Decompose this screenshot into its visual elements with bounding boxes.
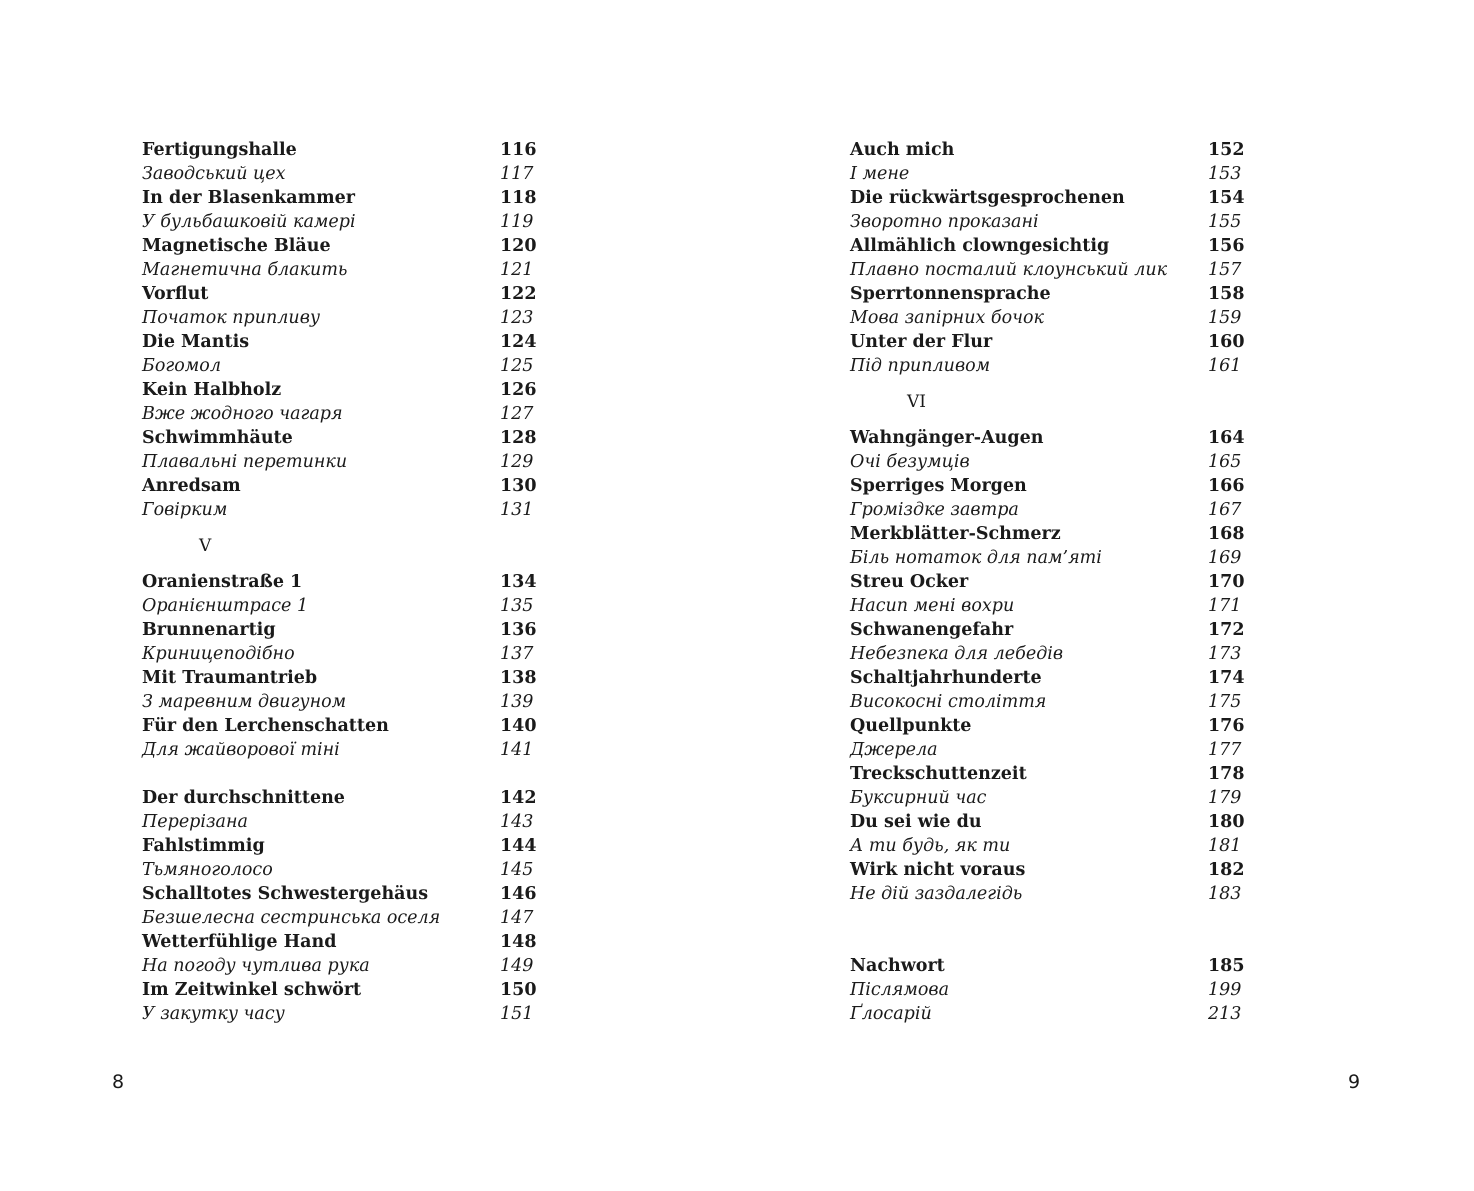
toc-entry-page: 121 <box>500 260 534 280</box>
toc-entry-page: 185 <box>1208 956 1245 976</box>
toc-entry <box>142 282 562 306</box>
toc-entry-title: Magnetische Bläue <box>142 236 331 256</box>
toc-entry <box>850 354 1270 378</box>
toc-entry <box>142 858 562 882</box>
toc-entry-page: 180 <box>1208 812 1245 832</box>
toc-entry-title: Oranienstraße 1 <box>142 572 303 592</box>
toc-entry <box>850 546 1270 570</box>
toc-entry-title: Насип мені вохри <box>850 596 1015 616</box>
toc-entry <box>850 186 1270 210</box>
toc-entry-page: 178 <box>1208 764 1245 784</box>
toc-entry <box>142 186 562 210</box>
toc-entry-title: Treckschuttenzeit <box>850 764 1027 784</box>
toc-entry-page: 170 <box>1208 572 1245 592</box>
toc-entry-title: Im Zeitwinkel schwört <box>142 980 362 1000</box>
toc-entry-page: 160 <box>1208 332 1245 352</box>
toc-entry <box>142 138 562 162</box>
toc-entry-title: Die rückwärtsgesprochenen <box>850 188 1125 208</box>
toc-entry-title: Fertigungshalle <box>142 140 297 160</box>
toc-entry-page: 182 <box>1208 860 1245 880</box>
toc-entry-title: Streu Ocker <box>850 572 969 592</box>
toc-entry-page: 157 <box>1208 260 1242 280</box>
toc-entry <box>850 450 1270 474</box>
toc-entry-title: Оранієнштрасе 1 <box>142 596 309 616</box>
toc-entry-page: 151 <box>500 1004 534 1024</box>
toc-entry-page: 156 <box>1208 236 1245 256</box>
toc-entry-page: 120 <box>500 236 537 256</box>
toc-entry-title: Буксирний час <box>850 788 987 808</box>
toc-entry <box>142 738 562 762</box>
toc-entry-title: Fahlstimmig <box>142 836 265 856</box>
toc-entry-page: 130 <box>500 476 537 496</box>
toc-entry-page: 141 <box>500 740 534 760</box>
toc-entry-title: Anredsam <box>142 476 241 496</box>
toc-entry-page: 147 <box>500 908 534 928</box>
toc-entry-page: 117 <box>500 164 534 184</box>
toc-entry-title: Unter der Flur <box>850 332 993 352</box>
toc-entry-page: 142 <box>500 788 537 808</box>
toc-entry-title: Мова запірних бочок <box>850 308 1045 328</box>
toc-entry-page: 179 <box>1208 788 1242 808</box>
toc-entry-page: 176 <box>1208 716 1245 736</box>
toc-entry <box>850 690 1270 714</box>
section-heading: VI <box>907 392 926 412</box>
toc-entry <box>850 810 1270 834</box>
toc-entry <box>142 882 562 906</box>
toc-entry-page: 165 <box>1208 452 1242 472</box>
toc-entry <box>142 618 562 642</box>
toc-entry-title: Für den Lerchenschatten <box>142 716 389 736</box>
toc-entry-title: Небезпека для лебедів <box>850 644 1064 664</box>
toc-entry-title: Високосні століття <box>850 692 1047 712</box>
toc-entry-title: Криницеподібно <box>142 644 295 664</box>
toc-group <box>850 426 1270 906</box>
toc-entry-page: 174 <box>1208 668 1245 688</box>
toc-entry-page: 152 <box>1208 140 1245 160</box>
toc-entry <box>850 858 1270 882</box>
toc-entry <box>142 426 562 450</box>
toc-entry-title: Der durchschnittene <box>142 788 345 808</box>
page-number-right: 9 <box>1348 1071 1361 1093</box>
toc-entry-page: 131 <box>500 500 534 520</box>
toc-entry-page: 122 <box>500 284 537 304</box>
toc-entry <box>142 162 562 186</box>
toc-entry <box>142 906 562 930</box>
toc-entry <box>142 258 562 282</box>
toc-entry-title: Du sei wie du <box>850 812 982 832</box>
toc-entry-title: In der Blasenkammer <box>142 188 356 208</box>
toc-entry-title: Перерізана <box>142 812 248 832</box>
toc-entry-title: Auch mich <box>850 140 955 160</box>
toc-entry <box>142 930 562 954</box>
toc-entry-title: Тьмяноголосо <box>142 860 273 880</box>
toc-entry <box>850 258 1270 282</box>
spacer <box>142 762 562 786</box>
toc-entry <box>850 642 1270 666</box>
toc-entry <box>850 306 1270 330</box>
toc-entry <box>142 594 562 618</box>
toc-entry-title: Schwimmhäute <box>142 428 293 448</box>
toc-entry-page: 127 <box>500 404 534 424</box>
spacer <box>850 930 1270 954</box>
toc-group <box>850 138 1270 378</box>
toc-entry-page: 124 <box>500 332 537 352</box>
toc-entry <box>142 1002 562 1026</box>
toc-entry-title: Merkblätter-Schmerz <box>850 524 1061 544</box>
toc-entry <box>850 978 1270 1002</box>
toc-entry-title: Очі безумців <box>850 452 970 472</box>
toc-entry-title: Заводський цех <box>142 164 286 184</box>
toc-entry-title: Sperrtonnensprache <box>850 284 1051 304</box>
toc-entry-title: Для жайворової тіні <box>142 740 340 760</box>
toc-entry-page: 167 <box>1208 500 1242 520</box>
toc-entry <box>850 234 1270 258</box>
toc-entry-title: Wahngänger-Augen <box>850 428 1044 448</box>
toc-entry-page: 128 <box>500 428 537 448</box>
toc-entry-page: 139 <box>500 692 534 712</box>
toc-entry <box>850 162 1270 186</box>
toc-entry <box>142 354 562 378</box>
toc-entry-title: Schalltotes Schwestergehäus <box>142 884 429 904</box>
toc-entry-page: 146 <box>500 884 537 904</box>
toc-entry <box>850 474 1270 498</box>
toc-entry-page: 119 <box>500 212 534 232</box>
toc-entry-title: Wirk nicht voraus <box>850 860 1026 880</box>
toc-entry-page: 158 <box>1208 284 1245 304</box>
toc-entry-title: Не дій заздалегідь <box>850 884 1023 904</box>
toc-entry-title: З маревним двигуном <box>142 692 347 712</box>
toc-entry <box>142 234 562 258</box>
toc-entry-page: 118 <box>500 188 537 208</box>
toc-entry-page: 125 <box>500 356 534 376</box>
toc-entry-title: Sperriges Morgen <box>850 476 1027 496</box>
toc-entry <box>142 402 562 426</box>
toc-entry-page: 172 <box>1208 620 1245 640</box>
toc-entry-title: Ґлосарій <box>850 1004 932 1024</box>
toc-entry-page: 129 <box>500 452 534 472</box>
toc-entry <box>850 282 1270 306</box>
toc-group <box>850 954 1270 1026</box>
toc-entry-title: Початок припливу <box>142 308 321 328</box>
toc-entry-page: 173 <box>1208 644 1242 664</box>
toc-entry-title: Вже жодного чагаря <box>142 404 343 424</box>
toc-entry <box>142 330 562 354</box>
toc-entry-title: А ти будь, як ти <box>850 836 1011 856</box>
toc-entry <box>850 426 1270 450</box>
toc-entry-title: Джерела <box>850 740 938 760</box>
toc-entry-page: 183 <box>1208 884 1242 904</box>
toc-entry-page: 159 <box>1208 308 1242 328</box>
toc-entry <box>850 954 1270 978</box>
toc-entry-page: 213 <box>1208 1004 1242 1024</box>
toc-entry-title: Зворотно проказані <box>850 212 1039 232</box>
toc-entry <box>142 474 562 498</box>
toc-entry <box>850 498 1270 522</box>
toc-entry <box>142 210 562 234</box>
toc-entry-page: 166 <box>1208 476 1245 496</box>
toc-entry <box>142 498 562 522</box>
section-heading: V <box>199 536 212 556</box>
toc-entry <box>850 738 1270 762</box>
toc-entry-page: 123 <box>500 308 534 328</box>
toc-entry <box>142 786 562 810</box>
toc-entry-page: 154 <box>1208 188 1245 208</box>
page-number-left: 8 <box>112 1071 125 1093</box>
toc-entry-title: Плавно посталий клоунський лик <box>850 260 1168 280</box>
toc-entry-title: Quellpunkte <box>850 716 972 736</box>
toc-entry-page: 168 <box>1208 524 1245 544</box>
toc-entry <box>850 594 1270 618</box>
toc-entry-title: У бульбашковій камері <box>142 212 356 232</box>
toc-entry-title: Schaltjahrhunderte <box>850 668 1042 688</box>
toc-entry-page: 145 <box>500 860 534 880</box>
toc-entry <box>850 522 1270 546</box>
toc-entry-page: 177 <box>1208 740 1242 760</box>
toc-entry-title: Nachwort <box>850 956 945 976</box>
toc-entry-page: 116 <box>500 140 537 160</box>
toc-entry <box>850 834 1270 858</box>
toc-entry-page: 169 <box>1208 548 1242 568</box>
toc-entry-title: Магнетична блакить <box>142 260 348 280</box>
toc-entry-title: Brunnenartig <box>142 620 276 640</box>
toc-entry <box>142 378 562 402</box>
toc-right-column <box>850 138 1270 1026</box>
toc-entry-page: 137 <box>500 644 534 664</box>
toc-entry <box>142 570 562 594</box>
toc-entry <box>850 786 1270 810</box>
toc-group <box>142 138 562 522</box>
toc-entry <box>850 138 1270 162</box>
toc-entry-title: Wetterfühlige Hand <box>142 932 337 952</box>
toc-entry <box>142 306 562 330</box>
toc-entry-title: Богомол <box>142 356 221 376</box>
toc-entry <box>142 642 562 666</box>
toc-entry-title: Під припливом <box>850 356 991 376</box>
toc-entry <box>142 690 562 714</box>
toc-entry-page: 155 <box>1208 212 1242 232</box>
toc-entry-title: Die Mantis <box>142 332 250 352</box>
toc-entry-page: 181 <box>1208 836 1242 856</box>
toc-entry-page: 199 <box>1208 980 1242 1000</box>
toc-entry-title: Плавальні перетинки <box>142 452 348 472</box>
toc-entry-page: 135 <box>500 596 534 616</box>
toc-entry-title: І мене <box>850 164 910 184</box>
spacer <box>850 906 1270 930</box>
toc-entry <box>850 666 1270 690</box>
toc-entry-page: 144 <box>500 836 537 856</box>
toc-entry <box>850 210 1270 234</box>
toc-group <box>142 570 562 762</box>
toc-entry-page: 136 <box>500 620 537 640</box>
toc-entry <box>142 666 562 690</box>
toc-entry-page: 171 <box>1208 596 1242 616</box>
toc-entry-page: 134 <box>500 572 537 592</box>
toc-entry-page: 143 <box>500 812 534 832</box>
toc-entry-page: 164 <box>1208 428 1245 448</box>
toc-entry-page: 148 <box>500 932 537 952</box>
toc-entry-page: 150 <box>500 980 537 1000</box>
toc-entry <box>142 834 562 858</box>
toc-entry <box>850 762 1270 786</box>
toc-entry-page: 138 <box>500 668 537 688</box>
toc-entry-page: 140 <box>500 716 537 736</box>
toc-entry-title: Kein Halbholz <box>142 380 282 400</box>
toc-entry-page: 153 <box>1208 164 1242 184</box>
toc-entry <box>850 618 1270 642</box>
toc-entry-title: У закутку часу <box>142 1004 285 1024</box>
toc-left-column <box>142 138 562 1026</box>
toc-entry-title: Allmählich clowngesichtig <box>850 236 1110 256</box>
toc-entry-page: 149 <box>500 956 534 976</box>
toc-entry-title: Schwanengefahr <box>850 620 1014 640</box>
toc-entry-title: На погоду чутлива рука <box>142 956 370 976</box>
toc-entry-title: Післямова <box>850 980 950 1000</box>
toc-entry-title: Mit Traumantrieb <box>142 668 318 688</box>
toc-entry <box>850 714 1270 738</box>
toc-entry-title: Vorflut <box>142 284 209 304</box>
toc-entry-title: Біль нотаток для пам’яті <box>850 548 1102 568</box>
toc-entry-title: Безшелесна сестринська оселя <box>142 908 441 928</box>
toc-entry <box>850 1002 1270 1026</box>
toc-entry <box>850 330 1270 354</box>
toc-group <box>142 786 562 1026</box>
toc-entry <box>142 978 562 1002</box>
toc-entry <box>142 714 562 738</box>
toc-entry-title: Говірким <box>142 500 228 520</box>
toc-entry <box>142 954 562 978</box>
toc-entry <box>850 882 1270 906</box>
toc-entry-page: 175 <box>1208 692 1242 712</box>
toc-entry <box>142 810 562 834</box>
toc-entry-page: 126 <box>500 380 537 400</box>
toc-entry <box>142 450 562 474</box>
toc-entry-page: 161 <box>1208 356 1242 376</box>
toc-entry <box>850 570 1270 594</box>
toc-entry-title: Громіздке завтра <box>850 500 1019 520</box>
